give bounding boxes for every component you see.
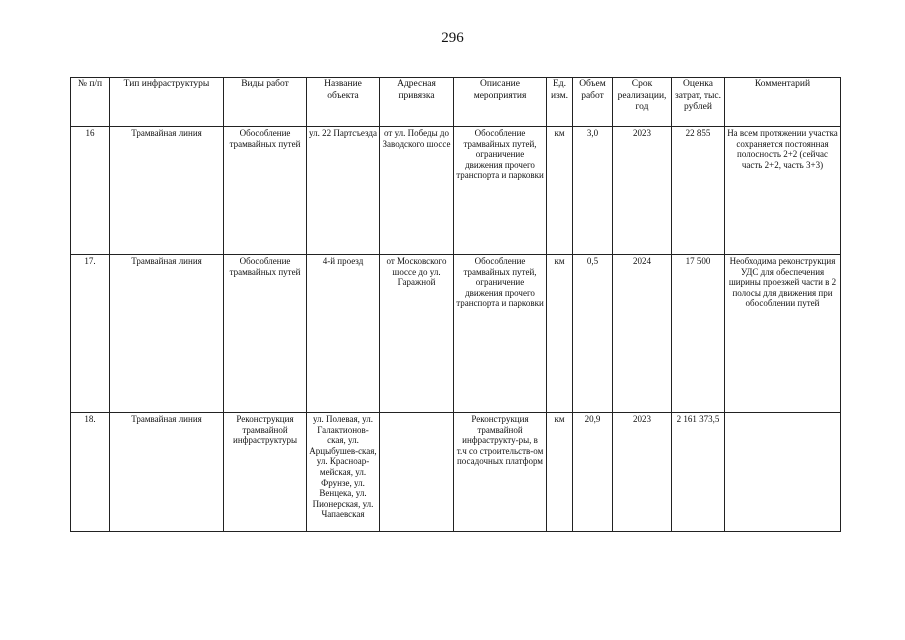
cell-unit: км — [547, 127, 573, 255]
header-object-name: Название объекта — [307, 78, 380, 127]
header-work-type: Виды работ — [224, 78, 307, 127]
cell-description: Реконструкция трамвайной инфраструкту-ры, в т.ч со строительств-ом посадочных платформ — [454, 413, 547, 532]
cell-address: от Московского шоссе до ул. Гаражной — [380, 255, 454, 413]
header-comment: Комментарий — [725, 78, 841, 127]
cell-work-type: Обособление трамвайных путей — [224, 127, 307, 255]
cell-comment: На всем протяжении участка сохраняется постоянная полосность 2+2 (сейчас часть 2+2, часть 3+3) — [725, 127, 841, 255]
page-number: 296 — [441, 30, 464, 46]
cell-year: 2023 — [613, 127, 672, 255]
cell-infrastructure-type: Трамвайная линия — [110, 413, 224, 532]
header-description: Описание мероприятия — [454, 78, 547, 127]
header-unit: Ед. изм. — [547, 78, 573, 127]
cell-infrastructure-type: Трамвайная линия — [110, 127, 224, 255]
cell-address — [380, 413, 454, 532]
cell-work-type: Обособление трамвайных путей — [224, 255, 307, 413]
cell-unit: км — [547, 413, 573, 532]
cell-number: 18. — [71, 413, 110, 532]
cell-year: 2023 — [613, 413, 672, 532]
cell-cost: 22 855 — [672, 127, 725, 255]
cell-volume: 20,9 — [573, 413, 613, 532]
cell-object-name: 4-й проезд — [307, 255, 380, 413]
cell-cost: 17 500 — [672, 255, 725, 413]
cell-volume: 3,0 — [573, 127, 613, 255]
cell-address: от ул. Победы до Заводского шоссе — [380, 127, 454, 255]
table-row — [71, 413, 841, 532]
cell-year: 2024 — [613, 255, 672, 413]
cell-description: Обособление трамвайных путей, ограничение движения прочего транспорта и парковки — [454, 127, 547, 255]
cell-object-name: ул. 22 Партсъезда — [307, 127, 380, 255]
cell-volume: 0,5 — [573, 255, 613, 413]
cell-cost: 2 161 373,5 — [672, 413, 725, 532]
header-infrastructure-type: Тип инфраструктуры — [110, 78, 224, 127]
header-number: № п/п — [71, 78, 110, 127]
cell-number: 16 — [71, 127, 110, 255]
table-row — [71, 127, 841, 255]
header-cost: Оценка затрат, тыс. рублей — [672, 78, 725, 127]
header-year: Срок реализации, год — [613, 78, 672, 127]
cell-description: Обособление трамвайных путей, ограничение движения прочего транспорта и парковки — [454, 255, 547, 413]
cell-comment: Необходима реконструкция УДС для обеспечения ширины проезжей части в 2 полосы для движения при обособлении путей — [725, 255, 841, 413]
cell-unit: км — [547, 255, 573, 413]
cell-infrastructure-type: Трамвайная линия — [110, 255, 224, 413]
cell-number: 17. — [71, 255, 110, 413]
table-row — [71, 255, 841, 413]
cell-object-name: ул. Полевая, ул. Галактионов-ская, ул. Арцыбушев-ская, ул. Красноар-мейская, ул. Фрунзе, ул. Венцека, ул. Пионерская, ул. Чапаевская — [307, 413, 380, 532]
infrastructure-table — [70, 77, 841, 532]
table-header-row — [71, 78, 841, 127]
cell-work-type: Реконструкция трамвайной инфраструктуры — [224, 413, 307, 532]
header-address: Адресная привязка — [380, 78, 454, 127]
cell-comment — [725, 413, 841, 532]
header-volume: Объем работ — [573, 78, 613, 127]
